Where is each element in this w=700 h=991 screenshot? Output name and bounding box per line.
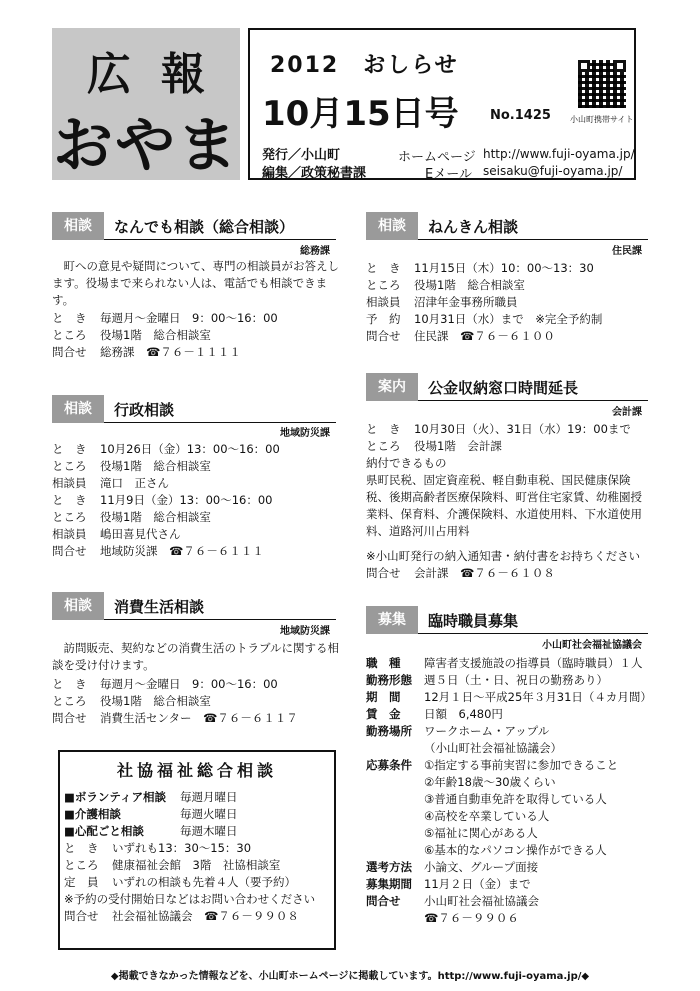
section-administrative-consultation [52,395,336,423]
info-rows [366,421,631,472]
row-key: と き [52,311,87,325]
row-key: と き [52,442,87,456]
row-value: 10月30日（火）、31日（水）19：00まで [414,422,631,436]
section-title: 消費生活相談 [114,598,205,616]
row-key: 勤務場所 [366,724,412,738]
row-value: 社会福祉協議会 ☎７６－９９０８ [112,909,299,923]
row-key: 問合せ [366,894,401,908]
payment-note: ※小山町発行の納入通知書・納付書をお持ちください [366,549,641,563]
section-pension-consultation [366,212,648,240]
welfare-consultation-title: 社協福祉総合相談 [116,761,277,780]
row-key: と き [52,677,87,691]
row-value: 11月15日（木）10：00～13：30 [414,261,594,275]
row-key: 相談員 [52,527,87,541]
section-title: 行政相談 [114,401,175,419]
row-value: ☎７６－９９０６ [424,911,519,925]
section-title: ねんきん相談 [428,218,519,236]
section-underline [104,239,336,240]
row-key: ところ [366,278,401,292]
row-key: ところ [52,459,87,473]
email-label: Eメール [425,167,472,182]
row-value: （小山町社会福祉協議会） [424,741,562,755]
section-underline [418,239,648,240]
row-value: いずれの相談も先着４人（要予約） [112,875,296,889]
payable-items: 県町民税、固定資産税、軽自動車税、国民健康保険税、後期高齢者医療保険料、町営住宅家賃、幼稚園授業料、保育料、介護保険料、水道使用料、下水道使用料、道路河川占用料 [366,473,642,538]
row-key: と き [52,493,87,507]
row-value: ②年齢18歳～30歳くらい [424,775,556,789]
row-value: 毎週木曜日 [180,824,238,838]
row-value: ⑤福祉に関心がある人 [424,826,538,840]
welfare-note: ※予約の受付開始日などはお問い合わせください [64,892,316,906]
row-key: 予 約 [366,312,401,326]
row-value: 役場1階 総合相談室 [414,278,525,292]
row-value: 毎週月曜日 [180,790,238,804]
section-temp-staff-recruitment [366,606,648,634]
row-key: 問合せ [366,329,401,343]
info-rows [52,676,298,727]
row-value: 役場1階 総合相談室 [100,510,211,524]
section-dept: 会計課 [612,407,642,418]
header-title: 2012 おしらせ [270,53,459,78]
row-value: 障害者支援施設の指導員（臨時職員）１人 [424,656,643,670]
email-address[interactable]: seisaku@fuji-oyama.jp/ [483,164,623,178]
footer-note: ◆掲載できなかった情報などを、小山町ホームページに掲載しています。http://www.fuji-oyama.jp/◆ [110,971,590,982]
row-key: 問合せ [64,909,99,923]
section-desc: 町への意見や疑問について、専門の相談員がお答えします。役場まで来られない人は、電話でも相談できます。 [52,259,340,307]
section-consumer-consultation [52,592,336,620]
row-key: 相談員 [52,476,87,490]
row-key: ところ [64,858,99,872]
row-value: 滝口 正さん [100,476,169,490]
row-key: 勤務形態 [366,673,412,687]
logo-line2: おやま [53,111,239,181]
row-key: 期 間 [366,690,401,704]
row-key: 賃 金 [366,707,401,721]
section-dept: 地域防災課 [280,626,330,637]
row-key: ■心配ごと相談 [64,824,144,838]
section-underline [104,619,336,620]
row-value: 11月9日（金）13：00～16：00 [100,493,273,507]
row-key: 問合せ [52,345,87,359]
row-value: 週５日（土・日、祝日の勤務あり） [424,673,608,687]
section-underline [104,422,336,423]
qr-label: 小山町携帯サイト [570,115,634,124]
info-rows [52,310,278,361]
row-key: 応募条件 [366,758,412,772]
section-tag: 相談 [366,212,418,240]
row-value: 10月31日（水）まで ※完全予約制 [414,312,603,326]
row-key: 職 種 [366,656,401,670]
row-value: 日額 6,480円 [424,707,503,721]
row-key: ■介護相談 [64,807,121,821]
row-value: 沼津年金事務所職員 [414,295,518,309]
row-value: 小山町社会福祉協議会 [424,894,539,908]
row-value: ⑥基本的なパソコン操作ができる人 [424,843,607,857]
row-key: ところ [52,694,87,708]
row-key: ところ [366,439,401,453]
row-value: 役場1階 総合相談室 [100,328,211,342]
homepage-url[interactable]: http://www.fuji-oyama.jp/ [483,147,635,161]
row-value: 嶋田喜見代さん [100,527,181,541]
section-title: なんでも相談（総合相談） [114,218,295,236]
section-dept: 地域防災課 [280,428,330,439]
row-value: 10月26日（金）13：00～16：00 [100,442,280,456]
section-dept: 小山町社会福祉協議会 [542,640,642,651]
section-tag: 相談 [52,395,104,423]
publisher: 発行／小山町 [262,148,341,163]
row-value: 毎週火曜日 [180,807,238,821]
qr-code-icon [578,60,626,108]
row-key: と き [366,422,401,436]
logo-line1: 広報 [87,49,235,100]
row-key: ■ボランティア相談 [64,790,166,804]
row-value: ③普通自動車免許を取得している人 [424,792,607,806]
info-rows [52,441,280,560]
row-key: と き [64,841,99,855]
logo [52,28,240,180]
row-key: 定 員 [64,875,99,889]
row-key: と き [366,261,401,275]
row-key: 相談員 [366,295,401,309]
info-rows [366,260,602,345]
issue-number: No.1425 [490,108,551,123]
row-value: 役場1階 総合相談室 [100,459,211,473]
section-payment-hours [366,373,648,401]
section-dept: 総務課 [300,246,330,257]
row-value: 消費生活センター ☎７６－６１１７ [100,711,298,725]
section-tag: 案内 [366,373,418,401]
info-rows [366,548,640,582]
section-general-consultation [52,212,336,240]
section-tag: 相談 [52,212,104,240]
row-key: 選考方法 [366,860,412,874]
row-value: 小論文、グループ面接 [424,860,539,874]
payable-items-label: 納付できるもの [366,456,447,470]
row-key: 問合せ [52,711,87,725]
row-value: ①指定する事前実習に参加できること [424,758,619,772]
row-key: 問合せ [366,566,401,580]
issue-date: 10月15日号 [262,94,459,134]
homepage-label: ホームページ [398,150,476,165]
row-value: 毎週月～金曜日 9：00～16：00 [100,677,278,691]
row-value: 総務課 ☎７６－１１１１ [100,345,241,359]
row-value: ④高校を卒業している人 [424,809,550,823]
row-key: 問合せ [52,544,87,558]
row-key: ところ [52,510,87,524]
row-key: ところ [52,328,87,342]
section-underline [418,400,648,401]
row-value: 12月１日～平成25年３月31日（４カ月間） [424,690,652,704]
row-key: 募集期間 [366,877,412,891]
row-value: 会計課 ☎７６－６１０８ [414,566,555,580]
editor: 編集／政策秘書課 [262,166,367,181]
info-rows [366,655,652,927]
row-value: いずれも13：30～15：30 [112,841,252,855]
section-dept: 住民課 [612,246,642,257]
section-title: 臨時職員募集 [428,612,519,630]
section-tag: 相談 [52,592,104,620]
section-tag: 募集 [366,606,418,634]
welfare-items [64,789,315,925]
row-value: 役場1階 会計課 [414,439,502,453]
row-value: 健康福祉会館 3階 社協相談室 [112,858,281,872]
row-value: 住民課 ☎７６－６１００ [414,329,555,343]
section-underline [418,633,648,634]
section-desc: 訪問販売、契約などの消費生活のトラブルに関する相談を受け付けます。 [52,641,340,672]
row-value: 地域防災課 ☎７６－６１１１ [100,544,264,558]
row-value: 11月２日（金）まで [424,877,531,891]
section-title: 公金収納窓口時間延長 [428,379,579,397]
row-value: 毎週月～金曜日 9：00～16：00 [100,311,278,325]
row-value: 役場1階 総合相談室 [100,694,211,708]
row-value: ワークホーム・アップル [424,724,550,738]
